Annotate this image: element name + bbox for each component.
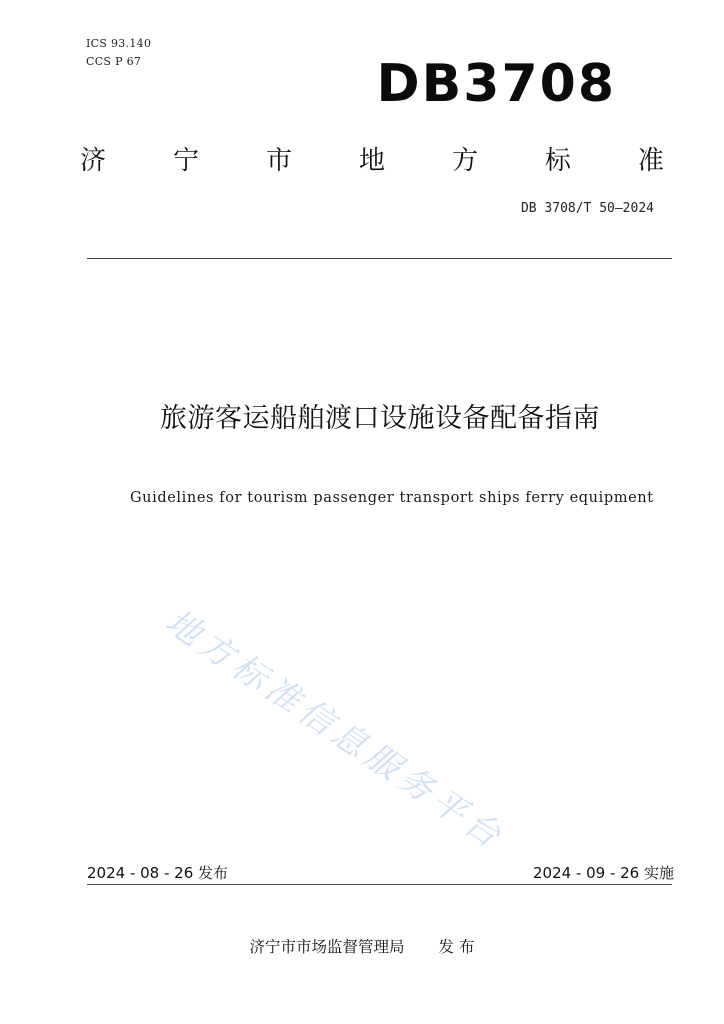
issuer-name: 济宁市市场监督管理局 bbox=[249, 938, 405, 956]
standard-type-char: 标 bbox=[544, 146, 571, 176]
standard-type-char: 准 bbox=[637, 146, 664, 176]
issue-date: 2024 - 08 - 26 发布 bbox=[87, 864, 229, 882]
bottom-divider bbox=[87, 884, 672, 885]
standard-type-char: 宁 bbox=[172, 146, 199, 176]
standard-type-char: 地 bbox=[358, 146, 385, 176]
ccs-code: CCS P 67 bbox=[86, 55, 142, 68]
issuer-action: 发 布 bbox=[438, 938, 475, 956]
issuer-line bbox=[0, 935, 724, 957]
db-logo: DB3708 bbox=[376, 54, 616, 114]
document-title-en: Guidelines for tourism passenger transport ships ferry equipment bbox=[130, 490, 654, 506]
implementation-date: 2024 - 09 - 26 实施 bbox=[532, 864, 674, 882]
top-divider bbox=[87, 258, 672, 259]
standard-type-char: 方 bbox=[451, 146, 478, 176]
standard-code: DB 3708/T 50—2024 bbox=[520, 201, 654, 216]
standard-type-char: 济 bbox=[80, 146, 107, 176]
standard-type-char: 市 bbox=[265, 146, 292, 176]
watermark: 地方标准信息服务平台 bbox=[158, 601, 513, 859]
document-title-zh: 旅游客运船舶渡口设施设备配备指南 bbox=[160, 403, 600, 434]
ics-code: ICS 93.140 bbox=[86, 37, 152, 50]
standard-type-heading bbox=[80, 140, 664, 177]
